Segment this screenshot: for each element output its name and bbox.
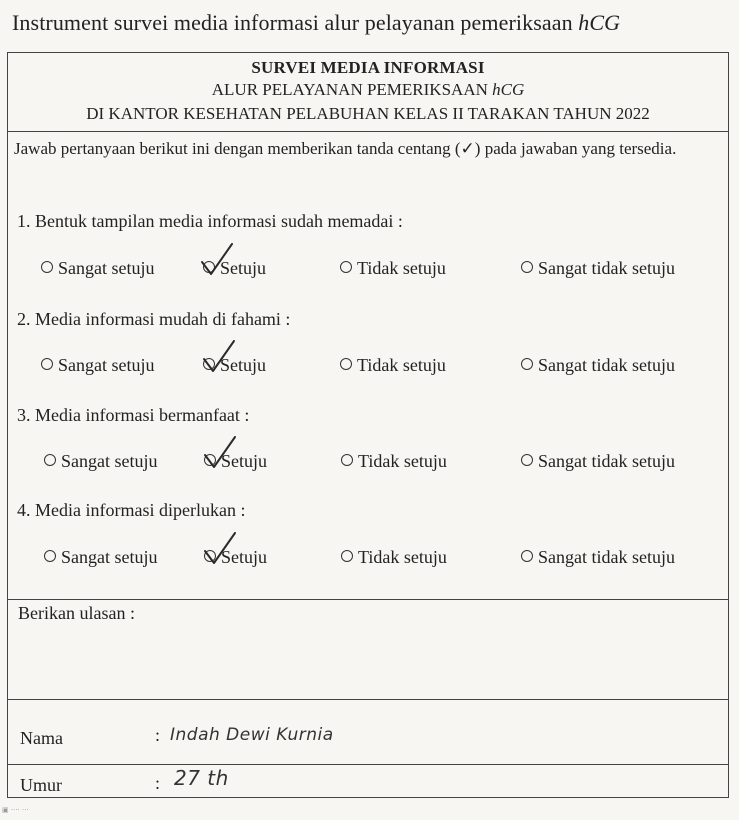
option-label: Sangat setuju xyxy=(58,355,155,375)
question-2-options xyxy=(8,355,728,379)
age-colon: : xyxy=(155,773,161,793)
q3-option-sangat-tidak-setuju[interactable] xyxy=(521,451,675,472)
question-4: 4. Media informasi diperlukan : xyxy=(17,500,246,520)
form-header xyxy=(8,53,728,132)
question-4-options xyxy=(8,547,728,571)
radio-circle-icon[interactable] xyxy=(340,358,352,370)
radio-circle-icon[interactable] xyxy=(521,454,533,466)
q4-option-sangat-tidak-setuju[interactable] xyxy=(521,547,675,568)
radio-circle-icon[interactable] xyxy=(340,261,352,273)
radio-circle-icon[interactable] xyxy=(521,358,533,370)
check-mark-icon xyxy=(198,337,238,377)
form-location: DI KANTOR KESEHATAN PELABUHAN KELAS II TARAKAN TAHUN 2022 xyxy=(86,104,650,123)
section-divider xyxy=(8,599,728,600)
option-label: Sangat tidak setuju xyxy=(538,451,675,471)
q1-option-sangat-tidak-setuju[interactable] xyxy=(521,258,675,279)
review-field[interactable] xyxy=(158,603,708,693)
radio-circle-icon[interactable] xyxy=(41,261,53,273)
option-label: Tidak setuju xyxy=(358,547,447,567)
instruction-text: Jawab pertanyaan berikut ini dengan memberikan tanda centang (✓) pada jawaban yang tersedia. xyxy=(14,139,677,158)
radio-circle-icon[interactable] xyxy=(44,550,56,562)
survey-form xyxy=(7,52,729,798)
section-divider xyxy=(8,764,728,765)
option-label: Tidak setuju xyxy=(358,451,447,471)
name-label: Nama xyxy=(20,728,63,748)
caption-text: Instrument survei media informasi alur pelayanan pemeriksaan xyxy=(12,10,579,35)
name-field[interactable]: Indah Dewi Kurnia xyxy=(170,725,334,745)
q2-option-tidak-setuju[interactable] xyxy=(340,355,446,376)
age-field[interactable]: 27 th xyxy=(174,766,229,790)
subtitle-hcg: hCG xyxy=(492,80,525,99)
check-mark-icon xyxy=(199,529,239,569)
q2-option-sangat-tidak-setuju[interactable] xyxy=(521,355,675,376)
question-2: 2. Media informasi mudah di fahami : xyxy=(17,309,291,329)
scanner-watermark: ▣ ···· ··· xyxy=(2,806,29,814)
subtitle-text: ALUR PELAYANAN PEMERIKSAAN xyxy=(211,80,493,99)
option-label: Tidak setuju xyxy=(357,355,446,375)
option-label: Tidak setuju xyxy=(357,258,446,278)
document-caption xyxy=(12,10,620,36)
q2-option-sangat-setuju[interactable] xyxy=(41,355,155,376)
option-label: Setuju xyxy=(220,258,267,278)
check-mark-icon xyxy=(199,433,239,473)
option-label: Setuju xyxy=(220,355,267,375)
q3-option-sangat-setuju[interactable] xyxy=(44,451,158,472)
question-1: 1. Bentuk tampilan media informasi sudah memadai : xyxy=(17,211,403,231)
age-label: Umur xyxy=(20,775,62,795)
q4-option-sangat-setuju[interactable] xyxy=(44,547,158,568)
radio-circle-icon[interactable] xyxy=(41,358,53,370)
option-label: Sangat setuju xyxy=(61,451,158,471)
name-colon: : xyxy=(155,725,161,745)
review-label: Berikan ulasan : xyxy=(18,603,135,623)
q4-option-tidak-setuju[interactable] xyxy=(341,547,447,568)
form-subtitle xyxy=(8,80,728,100)
option-label: Sangat tidak setuju xyxy=(538,355,675,375)
radio-circle-icon[interactable] xyxy=(521,550,533,562)
radio-circle-icon[interactable] xyxy=(341,454,353,466)
radio-circle-icon[interactable] xyxy=(44,454,56,466)
q1-option-tidak-setuju[interactable] xyxy=(340,258,446,279)
caption-hcg: hCG xyxy=(578,10,621,35)
question-3-options xyxy=(8,451,728,475)
question-3: 3. Media informasi bermanfaat : xyxy=(17,405,250,425)
radio-circle-icon[interactable] xyxy=(341,550,353,562)
q3-option-tidak-setuju[interactable] xyxy=(341,451,447,472)
option-label: Sangat tidak setuju xyxy=(538,258,675,278)
form-title: SURVEI MEDIA INFORMASI xyxy=(251,58,485,77)
option-label: Sangat setuju xyxy=(61,547,158,567)
check-mark-icon xyxy=(196,240,236,280)
option-label: Sangat setuju xyxy=(58,258,155,278)
q1-option-sangat-setuju[interactable] xyxy=(41,258,155,279)
section-divider xyxy=(8,699,728,700)
option-label: Setuju xyxy=(221,451,268,471)
question-1-options xyxy=(8,258,728,282)
radio-circle-icon[interactable] xyxy=(521,261,533,273)
option-label: Setuju xyxy=(221,547,268,567)
option-label: Sangat tidak setuju xyxy=(538,547,675,567)
